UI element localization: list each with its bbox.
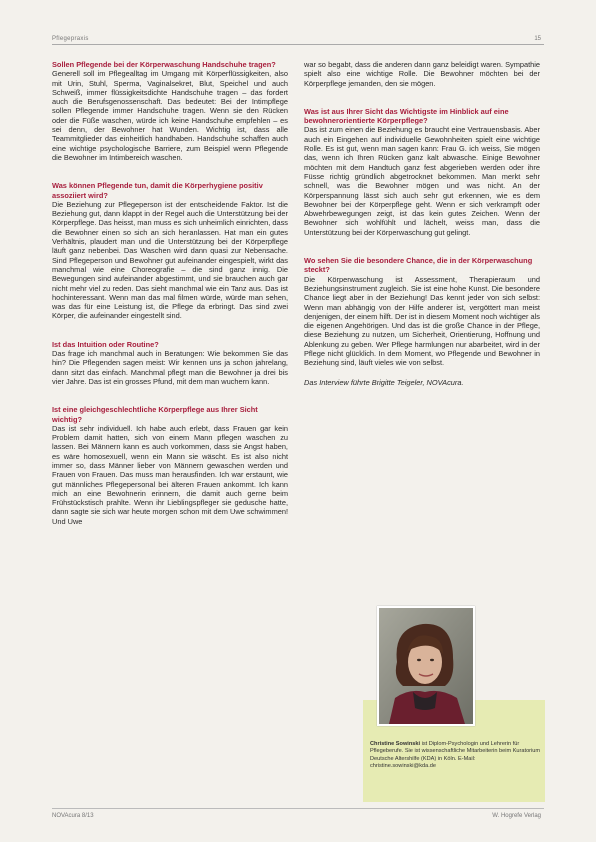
question-heading: Ist eine gleichgeschlechtliche Körperpflege aus Ihrer Sicht wichtig? bbox=[52, 405, 258, 424]
page-number: 15 bbox=[534, 36, 541, 42]
footer-publisher: W. Hogrefe Verlag bbox=[492, 813, 541, 819]
right-column bbox=[304, 60, 540, 387]
answer-paragraph: Das ist sehr individuell. Ich habe auch erlebt, dass Frauen gar kein Problem damit hatten, sich von einem Mann pflegen waschen zu lassen. Bei Männern kann es auch vorkommen, dass sie Angst haben, es wäre homosexuell, wenn ein Mann sie wäscht. Es ist also nicht immer so, dass Männer lieber von Männern gewaschen werden und Frauen von Frauen. Das muss man herausfinden. Ich war erstaunt, wie gut männliches Pflegepersonal bei älteren Frauen ankommt. Ich kann mich an eine Bewohnerin erinnern, die damit auch gerne beim Frühstückstisch prahlte. Wenn ihr Lieblingspfleger sie gedusche hatte, dann sagte sie sich war heute morgen schon mit dem Uwe schwimmen! Und Uwe bbox=[52, 423, 288, 526]
author-photo bbox=[377, 606, 475, 726]
interview-credit: Das Interview führte Brigitte Teigeler, NOVAcura. bbox=[304, 377, 464, 387]
answer-paragraph: Die Beziehung zur Pflegeperson ist der entscheidende Faktor. Ist die Beziehung gut, dann klappt in der Regel auch die Unterstützung bei der Körperpflege. Das heisst, man muss es sich unheimlich einrichten, dass die Bewohner einen so sich an sich heranlassen. Hat man ein gutes Verhältnis, plaudert man und die Unterstützung bei der Körperpflege läuft ganz nebenbei. Das Waschen wird dann quasi zur Nebensache. Sind Pflegeperson und Bewohner gut aufeinander eingespielt, wirkt das manchmal wie eine Choreografie – die sind ganz innig. Die Bewegungen sind aufeinander abgestimmt, und sie brauchen auch gar nicht mehr viel zu reden. Das sieht manchmal wie ein Tanz aus. Das ist hochinteressant. Wenn man das mal filmen würde, würde man sehen, was das für eine Leistung ist, die Pflege da erbringt. Das sind zwei Körper, die aufeinander eingestellt sind. bbox=[52, 199, 288, 321]
author-bio: ist Diplom-Psychologin und Lehrerin für Pflegeberufe. Sie ist wissenschaftliche Mitarbeiterin beim Kuratorium Deutsche Altershilfe (KDA) in Köln. E-Mail: christine.sowinski@kda.de bbox=[370, 741, 541, 769]
author-caption bbox=[370, 741, 542, 770]
question-heading: Was können Pflegende tun, damit die Körperhygiene positiv assoziiert wird? bbox=[52, 181, 263, 200]
author-name: Christine Sowinski bbox=[370, 741, 421, 747]
footer-issue: NOVAcura 8/13 bbox=[52, 813, 94, 819]
answer-paragraph: Generell soll im Pflegealltag im Umgang mit Körperflüssigkeiten, also mit Urin, Stuhl, Sperma, Vaginalsekret, Blut, Speichel und auch Schweiß, immer flüssigkeitsdichte Handschuhe tragen – das fordert auch die Berufsgenossenschaft. Das bedeutet: Bei der Intimpflege sollen Pflegende immer Handschuhe tragen. Wenn sie den Rücken oder die Füße waschen, würde ich keine Handschuhe empfehlen – es sei denn, der Bewohner hat Wunden. Wichtig ist, dass alle Teammitglieder das einheitlich handhaben. Handschuhe schaffen auch eine wichtige psychologische Barriere, zum Beispiel wenn Pflegende die Bewohner im Intimbereich waschen. bbox=[52, 69, 288, 162]
running-header-section: Pflegepraxis bbox=[52, 36, 89, 42]
question-heading: Was ist aus Ihrer Sicht das Wichtigste im Hinblick auf eine bewohnerorientierte Körperpflege? bbox=[304, 106, 509, 126]
question-heading: Sollen Pflegende bei der Körperwaschung Handschuhe tragen? bbox=[52, 60, 276, 69]
answer-paragraph: Die Körperwaschung ist Assessment, Therapieraum und Beziehungsinstrument zugleich. Sie ist eine hohe Kunst. Die besondere Chance liegt aber in der Beziehung! Das kennt jeder von sich selbst: Wenn man abhängig von der Hilfe anderer ist, vergöttert man meist denjenigen, der einem hilft. Der ist in diesem Moment noch wichtiger als die eigenen Angehörigen. Und das ist die große Chance in der Pflege, diese Beziehung zu nutzen, um Sicherheit, Orientierung, Hoffnung und Ablenkung zu geben. Wer Pflege harmlungen nur abarbeitet, wird in der Pflege nicht glücklich. In dem Moment, wo Pflegende und Bewohner in Beziehung sind, läuft vieles wie von selbst. bbox=[304, 274, 540, 368]
answer-paragraph: Das frage ich manchmal auch in Beratungen: Wie bekommen Sie das hin? Die Pflegenden sagen meist: Wir kennen uns ja schon jahrelang, dann sitzt das einfach. Manchmal pflegt man die Bewohner ja drei bis vier Jahre. Das ist ein grosses Pfund, mit dem man wuchern kann. bbox=[52, 349, 288, 386]
portrait-image bbox=[379, 608, 473, 724]
header-rule bbox=[52, 44, 544, 45]
answer-paragraph-continued: war so begabt, dass die anderen dann ganz beleidigt waren. Sympathie spielt also eine wichtige Rolle. Die Bewohner möchten bei der Körperpflege jemanden, den sie mögen. bbox=[304, 60, 540, 88]
left-column bbox=[52, 60, 288, 526]
question-heading: Wo sehen Sie die besondere Chance, die in der Körperwaschung steckt? bbox=[304, 256, 533, 275]
question-heading: Ist das Intuition oder Routine? bbox=[52, 339, 159, 349]
answer-paragraph: Das ist zum einen die Beziehung es braucht eine Vertrauensbasis. Aber auch ein Eingehen auf individuelle Gewohnheiten spielt eine wichtige Rolle. Es ist gut, wenn man sagen kann: Frau G. ich weiss, Sie mögen das, wenn ich Ihren Rücken ganz kalt abwasche. Einige Bewohner möchten mit dem Handtuch ganz fest abgerieben werden oder ihre Füsse richtig gründlich abgetrocknet bekommen. Man merkt sehr schnell, was die Bewohner mögen und was nicht. An der Körperspannung lässt sich auch sehr gut erkennen, wie es dem Bewohner bei der Körperpflege geht. Wenn er sich verkrampft oder Abwehrbewegungen zeigt, ist das kein gutes Zeichen. Wenn der Bewohner sich wohlfühlt und lächelt, weiss man, dass die Unterstützung bei der Körperwaschung gut gelingt. bbox=[304, 125, 540, 237]
footer-rule bbox=[52, 808, 544, 809]
